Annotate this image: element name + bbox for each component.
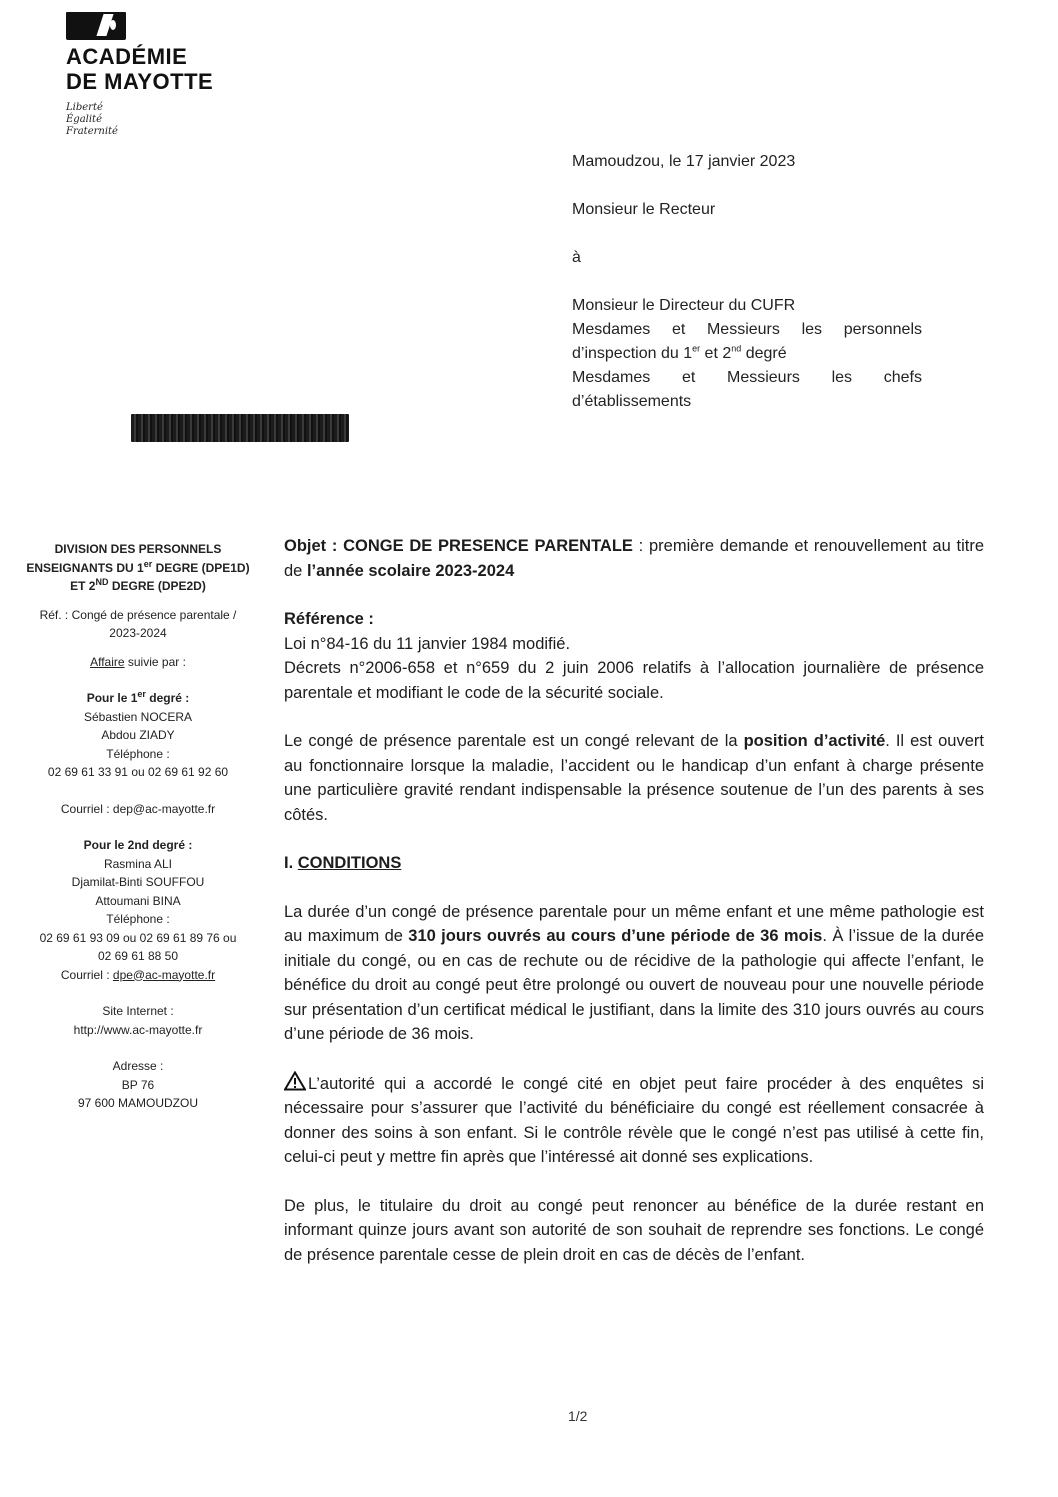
phone-numbers: 02 69 61 88 50 bbox=[97, 949, 179, 963]
warning-icon bbox=[284, 1071, 306, 1091]
motto-egalite: Égalité bbox=[66, 114, 102, 125]
phone-numbers: 02 69 61 33 91 ou 02 69 61 92 60 bbox=[47, 765, 229, 779]
conditions-paragraph: La durée d’un congé de présence parentale pour un même enfant et une même pathologie est au maximum de 310 jours ouvrés au cours d’une période de 36 mois. À l’issue de la durée initiale du congé, ou en cas de rechute ou de récidive de la pathologie qui affecte l’enfant, le bénéfice du droit au congé peut être prolongé ou ouvert de nouveau pour une nouvelle période sur présentation d’un certificat médical le justifiant, dans la limite des 310 jours ouvrés au cours d’une période de 36 mois. bbox=[284, 902, 984, 1043]
republic-motto bbox=[66, 102, 266, 138]
reference-line: 2023-2024 bbox=[109, 626, 167, 640]
division-title bbox=[20, 540, 256, 596]
contact-name: Rasmina ALI bbox=[103, 856, 173, 871]
intro-paragraph: Le congé de présence parentale est un congé relevant de la position d’activité. Il est ouvert au fonctionnaire lorsque la maladie, l’accident ou le handicap d’un enfant à charge présente une particulière gravité rendant indispensable la présence soutenue de l’un des parents à ses côtés. bbox=[284, 732, 984, 824]
address-label: Adresse : bbox=[112, 1059, 164, 1073]
academy-name-line2: DE MAYOTTE bbox=[66, 69, 214, 94]
second-degree-title: Pour le 2nd degré : bbox=[83, 838, 193, 852]
recipient-line: Mesdames et Messieurs les personnels bbox=[572, 321, 922, 338]
site-url[interactable]: http://www.ac-mayotte.fr bbox=[73, 1022, 203, 1037]
division-line: ET 2ND DEGRE (DPE2D) bbox=[70, 577, 206, 593]
email-first-degree: Courriel : dep@ac-mayotte.fr bbox=[60, 801, 216, 816]
email-second-degree: Courriel : dpe@ac-mayotte.fr bbox=[60, 967, 216, 982]
academy-name bbox=[66, 44, 266, 94]
division-line: ENSEIGNANTS DU 1er DEGRE (DPE1D) bbox=[26, 558, 250, 575]
phone-numbers: 02 69 61 93 09 ou 02 69 61 89 76 ou bbox=[39, 930, 237, 945]
address-line: 97 600 MAMOUDZOU bbox=[77, 1096, 199, 1110]
reference-heading: Référence : bbox=[284, 610, 374, 628]
recipient-line: Monsieur le Directeur du CUFR bbox=[572, 297, 796, 314]
marianne-logo-icon bbox=[66, 12, 126, 40]
place-date: Mamoudzou, le 17 janvier 2023 bbox=[572, 153, 796, 170]
recipient-line: d’établissements bbox=[572, 393, 692, 410]
recipient-line: Mesdames et Messieurs les chefs bbox=[572, 369, 922, 386]
academy-logo bbox=[66, 12, 266, 138]
academy-name-line1: ACADÉMIE bbox=[66, 44, 188, 69]
reference-line: Réf. : Congé de présence parentale / bbox=[39, 607, 237, 622]
site-label: Site Internet : bbox=[102, 1004, 174, 1018]
motto-liberte: Liberté bbox=[66, 102, 103, 113]
sidebar-contacts bbox=[20, 540, 256, 1113]
motto-fraternite: Fraternité bbox=[66, 126, 118, 137]
reference-law: Loi n°84-16 du 11 janvier 1984 modifié. bbox=[284, 634, 571, 653]
first-degree-title: Pour le 1er degré : bbox=[86, 689, 190, 705]
subject-line: Objet : CONGE DE PRESENCE PARENTALE : première demande et renouvellement au titre de l’année scolaire 2023-2024 bbox=[284, 537, 984, 580]
recipient-line: d’inspection du 1er et 2nd degré bbox=[572, 343, 787, 362]
recipients-block bbox=[572, 294, 922, 414]
sender: Monsieur le Recteur bbox=[572, 201, 716, 218]
division-line: DIVISION DES PERSONNELS bbox=[54, 542, 222, 556]
phone-label: Téléphone : bbox=[106, 746, 170, 761]
contact-name: Sébastien NOCERA bbox=[83, 709, 193, 724]
addressee-prefix: à bbox=[572, 249, 581, 266]
address-line: BP 76 bbox=[121, 1077, 155, 1092]
contact-name: Abdou ZIADY bbox=[101, 728, 175, 742]
warning-paragraph: L’autorité qui a accordé le congé cité en objet peut faire procéder à des enquêtes si nécessaire pour s’assurer que l’activité du bénéficiaire du congé est réellement consacrée à donner des soins à son enfant. Si le contrôle révèle que le congé n’est pas utilisé à cette fin, celui-ci peut y mettre fin après que l’intéressé ait donné ses explications. bbox=[284, 1071, 984, 1170]
page-number: 1/2 bbox=[568, 1408, 588, 1424]
letter-body bbox=[284, 534, 984, 1267]
affaire-suivie: Affaire suivie par : bbox=[90, 654, 186, 669]
final-paragraph: De plus, le titulaire du droit au congé peut renoncer au bénéfice de la durée restant en informant quinze jours avant son autorité de son souhait de reprendre ses fonctions. Le congé de présence parentale cesse de plein droit en cas de décès de l’enfant. bbox=[284, 1196, 984, 1264]
reference-decrees: Décrets n°2006-658 et n°659 du 2 juin 2006 relatifs à l’allocation journalière de présence parentale et modifiant le code de la sécurité sociale. bbox=[284, 659, 984, 702]
email-link[interactable]: dpe@ac-mayotte.fr bbox=[112, 967, 216, 982]
contact-name: Attoumani BINA bbox=[95, 893, 181, 908]
contact-name: Djamilat-Binti SOUFFOU bbox=[71, 875, 205, 889]
phone-label: Téléphone : bbox=[106, 912, 170, 926]
section-heading-conditions: I. CONDITIONS bbox=[284, 854, 402, 872]
redacted-block bbox=[131, 414, 349, 442]
